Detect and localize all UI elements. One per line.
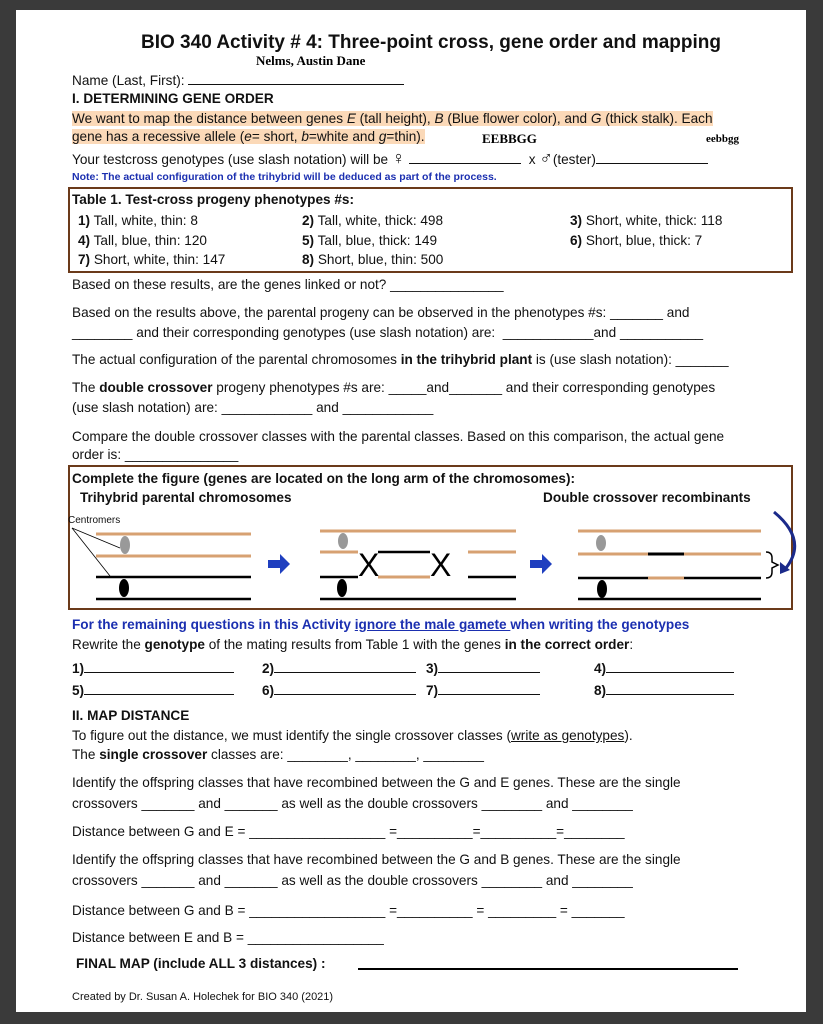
genotype-blank[interactable]: 5) — [72, 680, 234, 700]
md-intro-2: The single crossover classes are: ________, ________, ________ — [72, 747, 484, 762]
female-symbol-icon: ♀ — [391, 148, 406, 168]
crossover-x-1: X — [358, 547, 380, 583]
name-field[interactable] — [188, 70, 404, 85]
centromere-black-icon — [119, 579, 129, 597]
parental-chromosomes — [72, 528, 251, 599]
table-1-item: 7) Short, white, thin: 147 — [78, 252, 226, 267]
eb-distance: Distance between E and B = __________________ — [72, 930, 384, 945]
question-double-crossover: The double crossover progeny phenotypes #s are: _____and_______ and their corresponding genotypes — [72, 380, 716, 395]
centromers-label: Centromers — [68, 515, 121, 526]
rewrite-instruction: Rewrite the genotype of the mating results from Table 1 with the genes in the correct order: — [72, 637, 634, 652]
question-parental-1: Based on the results above, the parental progeny can be observed in the phenotypes #s: _______ and — [72, 305, 690, 320]
table-1-item: 3) Short, white, thick: 118 — [570, 213, 723, 228]
crossover-x-2: X — [430, 547, 452, 583]
worksheet-page — [16, 10, 806, 1012]
bracket-icon — [766, 552, 778, 578]
intro-line-2: gene has a recessive allele (e= short, b=white and g=thin). — [72, 129, 425, 144]
table-1-item: 2) Tall, white, thick: 498 — [302, 213, 444, 228]
male-symbol-icon: ♂ — [539, 148, 553, 168]
section-1-heading: I. DETERMINING GENE ORDER — [72, 91, 274, 106]
page-title: BIO 340 Activity # 4: Three-point cross, gene order and mapping — [141, 32, 721, 53]
question-double-crossover-2: (use slash notation) are: ____________ and ____________ — [72, 400, 434, 415]
note: Note: The actual configuration of the trihybrid will be deduced as part of the process. — [72, 171, 497, 183]
ge-question-1: Identify the offspring classes that have recombined between the G and E genes. These are the single — [72, 775, 681, 790]
final-map-label: FINAL MAP (include ALL 3 distances) : — [76, 956, 326, 971]
question-linked: Based on these results, are the genes linked or not? _______________ — [72, 277, 504, 292]
female-genotype-value[interactable]: EEBBGG — [482, 131, 537, 146]
genotype-blank[interactable]: 2) — [262, 658, 416, 678]
name-value[interactable]: Nelms, Austin Dane — [256, 53, 366, 68]
recombinant-chromosomes — [578, 512, 795, 599]
name-label — [72, 70, 404, 90]
figure-header: Complete the figure (genes are located on the long arm of the chromosomes): — [72, 471, 576, 486]
question-compare-2: order is: _______________ — [72, 447, 239, 462]
arrow-right-icon — [268, 554, 290, 574]
genotype-blank[interactable]: 6) — [262, 680, 416, 700]
gb-question-2: crossovers _______ and _______ as well as the double crossovers ________ and ________ — [72, 873, 633, 888]
question-actual-config: The actual configuration of the parental chromosomes in the trihybrid plant is (use slash notation): _______ — [72, 352, 729, 367]
arrow-right-icon-2 — [530, 554, 552, 574]
genotype-blank[interactable]: 1) — [72, 658, 234, 678]
genotype-blank[interactable]: 7) — [426, 680, 540, 700]
genotype-blank[interactable]: 3) — [426, 658, 540, 678]
genotype-blank[interactable]: 8) — [594, 680, 734, 700]
male-genotype-value[interactable]: eebbgg — [706, 133, 739, 145]
table-1-item: 6) Short, blue, thick: 7 — [570, 233, 703, 248]
question-compare-1: Compare the double crossover classes with the parental classes. Based on this comparison, the actual gene — [72, 429, 725, 444]
table-1-header: Table 1. Test-cross progeny phenotypes #s: — [72, 192, 355, 207]
gb-question-1: Identify the offspring classes that have recombined between the G and B genes. These are the single — [72, 852, 681, 867]
final-map-line[interactable] — [358, 968, 738, 970]
table-1-item: 8) Short, blue, thin: 500 — [302, 252, 444, 267]
figure-left-label: Trihybrid parental chromosomes — [80, 490, 292, 505]
section-2-heading: II. MAP DISTANCE — [72, 708, 190, 723]
intro-line-1: We want to map the distance between genes E (tall height), B (Blue flower color), and G (thick stalk). Each — [72, 111, 713, 126]
table-1-item: 5) Tall, blue, thick: 149 — [302, 233, 438, 248]
footer-credit: Created by Dr. Susan A. Holechek for BIO 340 (2021) — [72, 991, 334, 1003]
testcross-line: Your testcross genotypes (use slash notation) will be ♀ x ♂(tester) — [72, 149, 708, 169]
female-genotype-field[interactable] — [409, 149, 521, 164]
remaining-note: For the remaining questions in this Activity ignore the male gamete when writing the genotypes — [72, 617, 690, 632]
curved-arrow-icon — [774, 512, 795, 568]
table-1-item: 1) Tall, white, thin: 8 — [78, 213, 198, 228]
centromere-grey-icon — [120, 536, 130, 554]
male-genotype-field[interactable] — [596, 149, 708, 164]
table-1-item: 4) Tall, blue, thin: 120 — [78, 233, 207, 248]
name-label-text: Name (Last, First): — [72, 73, 189, 88]
crossover-chromosomes — [320, 531, 516, 599]
genotype-blank[interactable]: 4) — [594, 658, 734, 678]
md-intro-1: To figure out the distance, we must identify the single crossover classes (write as genotypes). — [72, 728, 633, 743]
figure-right-label: Double crossover recombinants — [543, 490, 751, 505]
ge-distance: Distance between G and E = __________________ =__________=__________=________ — [72, 824, 625, 839]
chromosome-figure — [68, 500, 798, 606]
ge-question-2: crossovers _______ and _______ as well as the double crossovers ________ and ________ — [72, 796, 633, 811]
gb-distance: Distance between G and B = __________________ =__________ = _________ = _______ — [72, 903, 625, 918]
question-parental-2: ________ and their corresponding genotypes (use slash notation) are: ____________and ___________ — [72, 325, 704, 340]
